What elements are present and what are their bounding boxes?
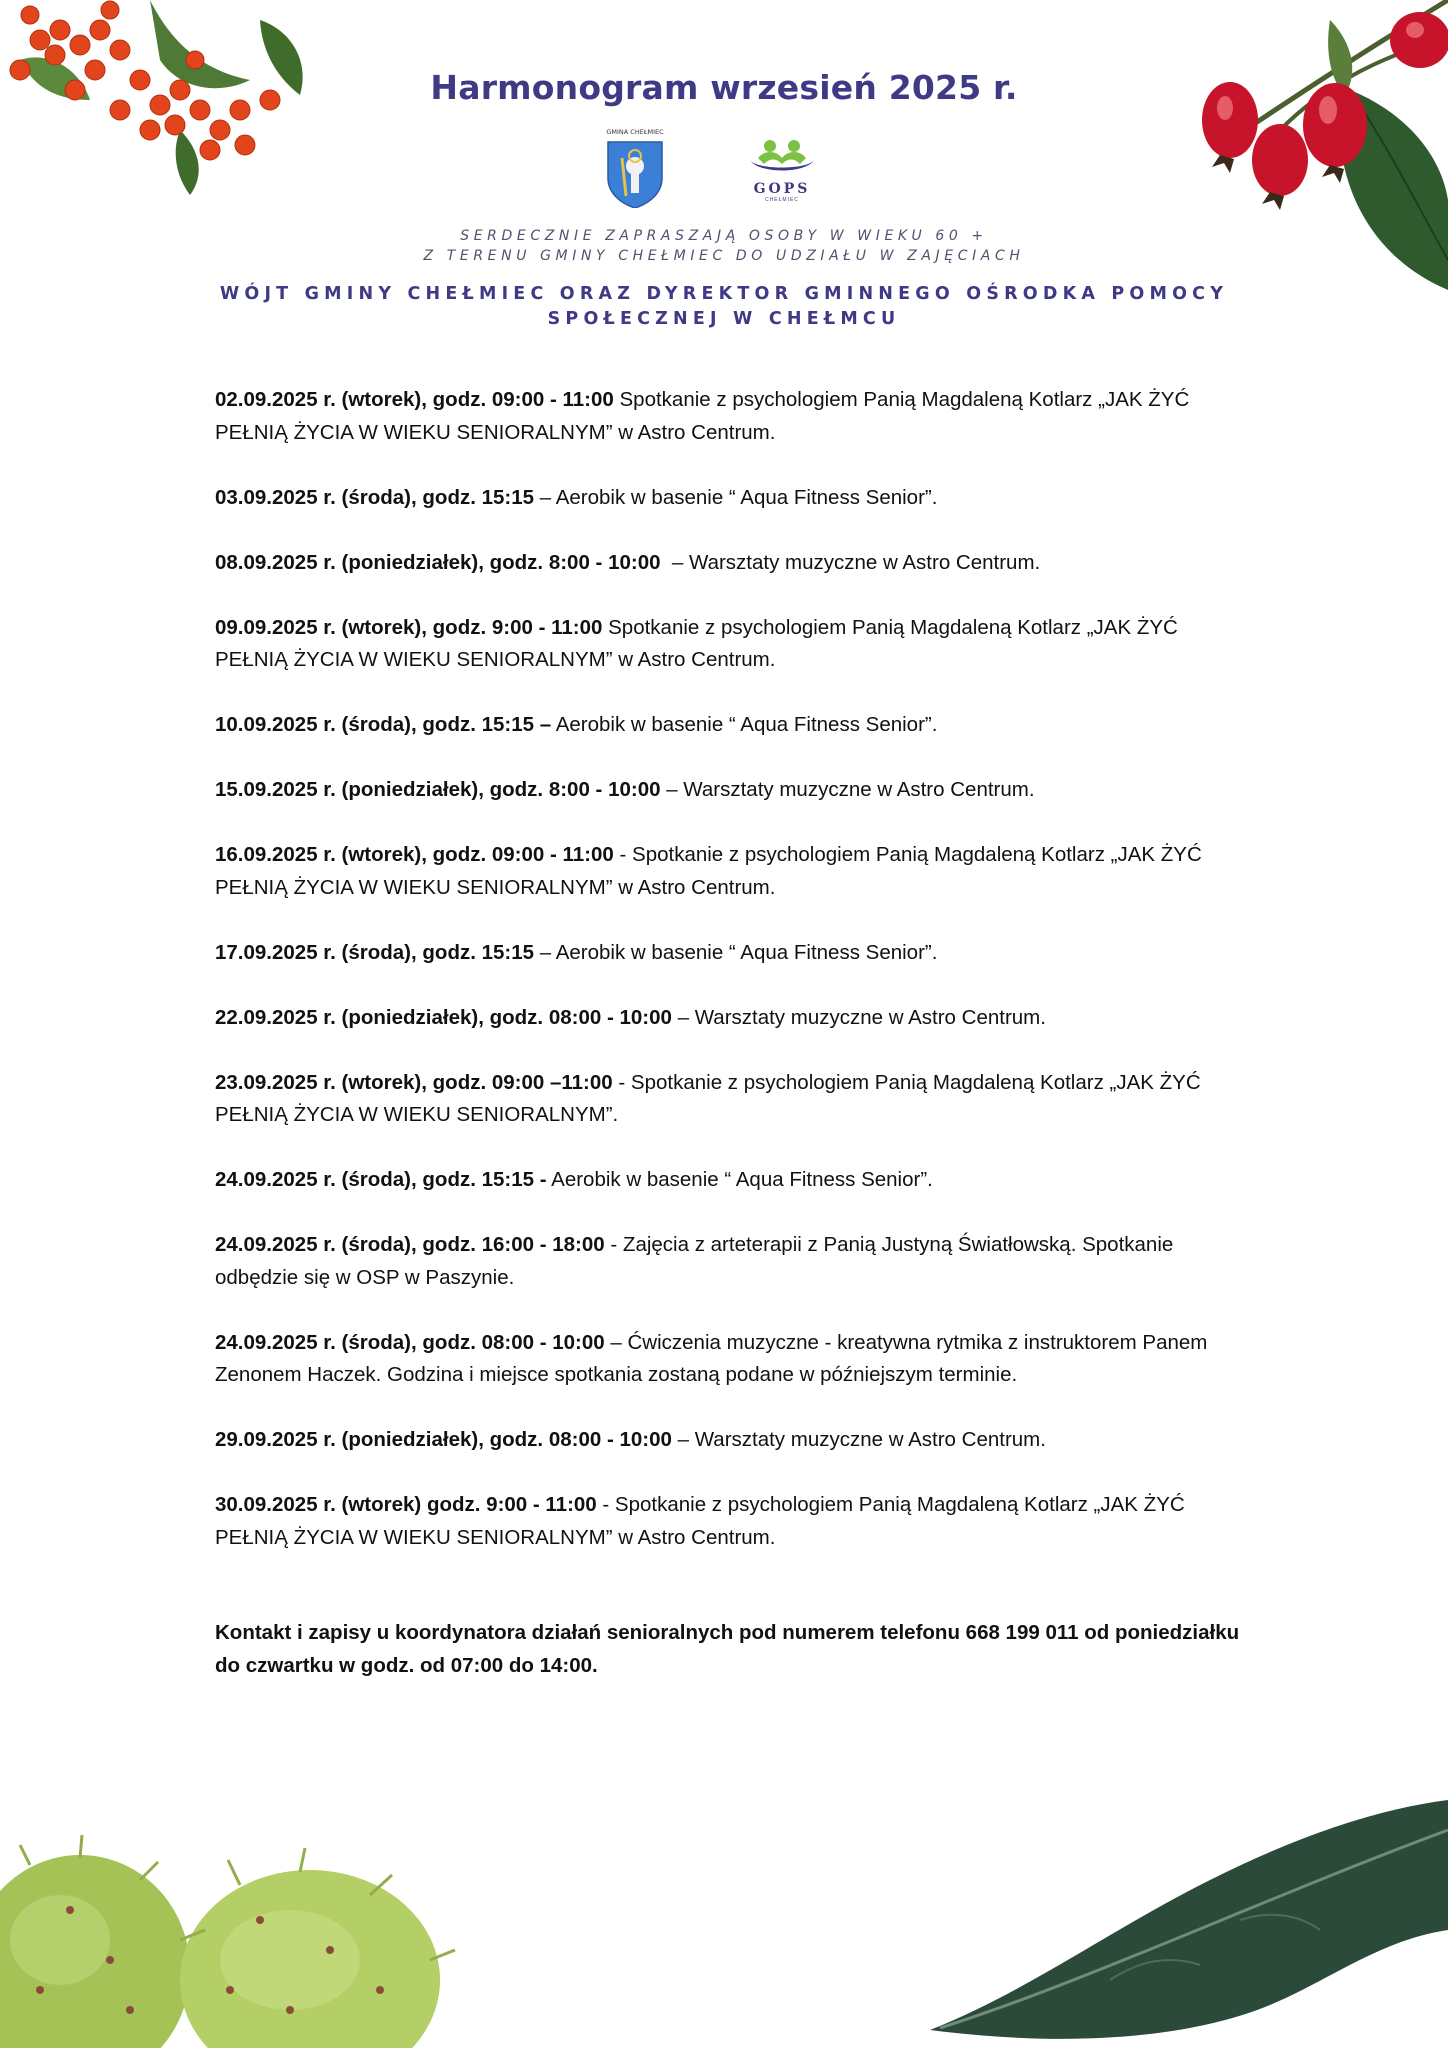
holly-leaf-decoration (910, 1790, 1448, 2048)
entry-date-time: 02.09.2025 r. (wtorek), godz. 09:00 - 11:00 (215, 388, 614, 411)
gops-people-icon (742, 136, 822, 176)
invitation-text (0, 226, 1448, 266)
entry-description: – Warsztaty muzyczne w Astro Centrum. (660, 778, 1035, 801)
entry-description: Aerobik w basenie “ Aqua Fitness Senior”. (546, 1168, 933, 1191)
entry-date-time: 15.09.2025 r. (poniedziałek), godz. 8:00 - 10:00 (215, 778, 661, 801)
schedule-list (215, 384, 1245, 1587)
invitation-line-1: SERDECZNIE ZAPRASZAJĄ OSOBY W WIEKU 60 + (460, 228, 988, 244)
schedule-entry (215, 1067, 1245, 1132)
schedule-entry (215, 547, 1245, 580)
logos-row (600, 128, 830, 213)
invitation-line-2: Z TERENU GMINY CHEŁMIEC DO UDZIAŁU W ZAJĘCIACH (423, 248, 1025, 264)
entry-description: – Warsztaty muzyczne w Astro Centrum. (671, 1005, 1046, 1029)
organizers-heading (0, 282, 1448, 332)
entry-date-time: 17.09.2025 r. (środa), godz. 15:15 (215, 940, 535, 964)
schedule-entry (215, 612, 1245, 677)
entry-description: - Zajęcia z arteterapii z Panią Justyną Światłowską. Spotkanie odbędzie się w OSP w Paszynie. (215, 1233, 1174, 1289)
schedule-entry (215, 709, 1245, 742)
schedule-entry (215, 1164, 1245, 1197)
schedule-entry (215, 1002, 1245, 1035)
coat-of-arms-caption: GMINA CHEŁMIEC (606, 128, 664, 136)
entry-description: Aerobik w basenie “ Aqua Fitness Senior”. (551, 713, 938, 736)
entry-date-time: 30.09.2025 r. (wtorek) godz. 9:00 - 11:00 (215, 1493, 597, 1516)
entry-description: – Aerobik w basenie “ Aqua Fitness Senior”. (534, 940, 938, 964)
coat-of-arms-icon (600, 128, 670, 208)
entry-date-time: 08.09.2025 r. (poniedziałek), godz. 8:00 - 10:00 (215, 550, 661, 574)
gops-logo (742, 136, 822, 206)
entry-description: – Aerobik w basenie “ Aqua Fitness Senior”. (534, 485, 938, 509)
schedule-entry (215, 1229, 1245, 1294)
entry-date-time: 10.09.2025 r. (środa), godz. 15:15 – (215, 713, 552, 736)
schedule-entry (215, 482, 1245, 515)
entry-date-time: 22.09.2025 r. (poniedziałek), godz. 08:00 - 10:00 (215, 1005, 672, 1029)
schedule-entry (215, 774, 1245, 807)
entry-date-time: 29.09.2025 r. (poniedziałek), godz. 08:00 - 10:00 (215, 1428, 672, 1451)
contact-info: Kontakt i zapisy u koordynatora działań senioralnych pod numerem telefonu 668 199 011 od poniedziałku do czwartku w godz. od 07:00 do 14:00. (215, 1621, 1240, 1677)
entry-date-time: 16.09.2025 r. (wtorek), godz. 09:00 - 11:00 (215, 843, 614, 866)
entry-description: Spotkanie z psychologiem Panią Magdaleną Kotlarz „JAK ŻYĆ PEŁNIĄ ŻYCIA W WIEKU SENIORALNYM” w Astro Centrum. (215, 615, 1178, 671)
schedule-entry (215, 1424, 1245, 1457)
entry-description: - Spotkanie z psychologiem Panią Magdaleną Kotlarz „JAK ŻYĆ PEŁNIĄ ŻYCIA W WIEKU SENIORALNYM” w Astro Centrum. (215, 843, 1202, 899)
entry-date-time: 24.09.2025 r. (środa), godz. 15:15 - (215, 1168, 547, 1191)
gmina-chelmiec-coat-of-arms (600, 128, 670, 208)
gops-subtext: CHEŁMIEC (765, 197, 799, 203)
schedule-entry (215, 1489, 1245, 1554)
chestnut-decoration (0, 1790, 480, 2048)
entry-date-time: 24.09.2025 r. (środa), godz. 08:00 - 10:00 (215, 1330, 605, 1354)
schedule-entry (215, 937, 1245, 970)
entry-date-time: 09.09.2025 r. (wtorek), godz. 9:00 - 11:00 (215, 615, 603, 639)
schedule-entry (215, 1327, 1245, 1392)
entry-description: - Spotkanie z psychologiem Panią Magdaleną Kotlarz „JAK ŻYĆ PEŁNIĄ ŻYCIA W WIEKU SENIORALNYM”. (215, 1070, 1201, 1126)
schedule-entry (215, 384, 1245, 449)
entry-description: – Warsztaty muzyczne w Astro Centrum. (671, 1428, 1046, 1451)
entry-date-time: 03.09.2025 r. (środa), godz. 15:15 (215, 485, 535, 509)
entry-description: – Ćwiczenia muzyczne - kreatywna rytmika z instruktorem Panem Zenonem Haczek. Godzina i miejsce spotkania zostaną podane w późniejszym terminie. (215, 1330, 1208, 1386)
page-title: Harmonogram wrzesień 2025 r. (430, 68, 1018, 107)
entry-date-time: 24.09.2025 r. (środa), godz. 16:00 - 18:00 (215, 1233, 605, 1256)
organizers-line-2: SPOŁECZNEJ W CHEŁMCU (547, 309, 901, 329)
entry-description: – Warsztaty muzyczne w Astro Centrum. (660, 550, 1041, 574)
entry-description: Spotkanie z psychologiem Panią Magdaleną Kotlarz „JAK ŻYĆ PEŁNIĄ ŻYCIA W WIEKU SENIORALNYM” w Astro Centrum. (215, 388, 1190, 444)
organizers-line-1: WÓJT GMINY CHEŁMIEC ORAZ DYREKTOR GMINNEGO OŚRODKA POMOCY (219, 284, 1229, 304)
schedule-entry (215, 839, 1245, 904)
entry-date-time: 23.09.2025 r. (wtorek), godz. 09:00 –11:00 (215, 1070, 613, 1094)
gops-text: GOPS (753, 181, 811, 197)
entry-description: - Spotkanie z psychologiem Panią Magdaleną Kotlarz „JAK ŻYĆ PEŁNIĄ ŻYCIA W WIEKU SENIORALNYM” w Astro Centrum. (215, 1493, 1185, 1549)
